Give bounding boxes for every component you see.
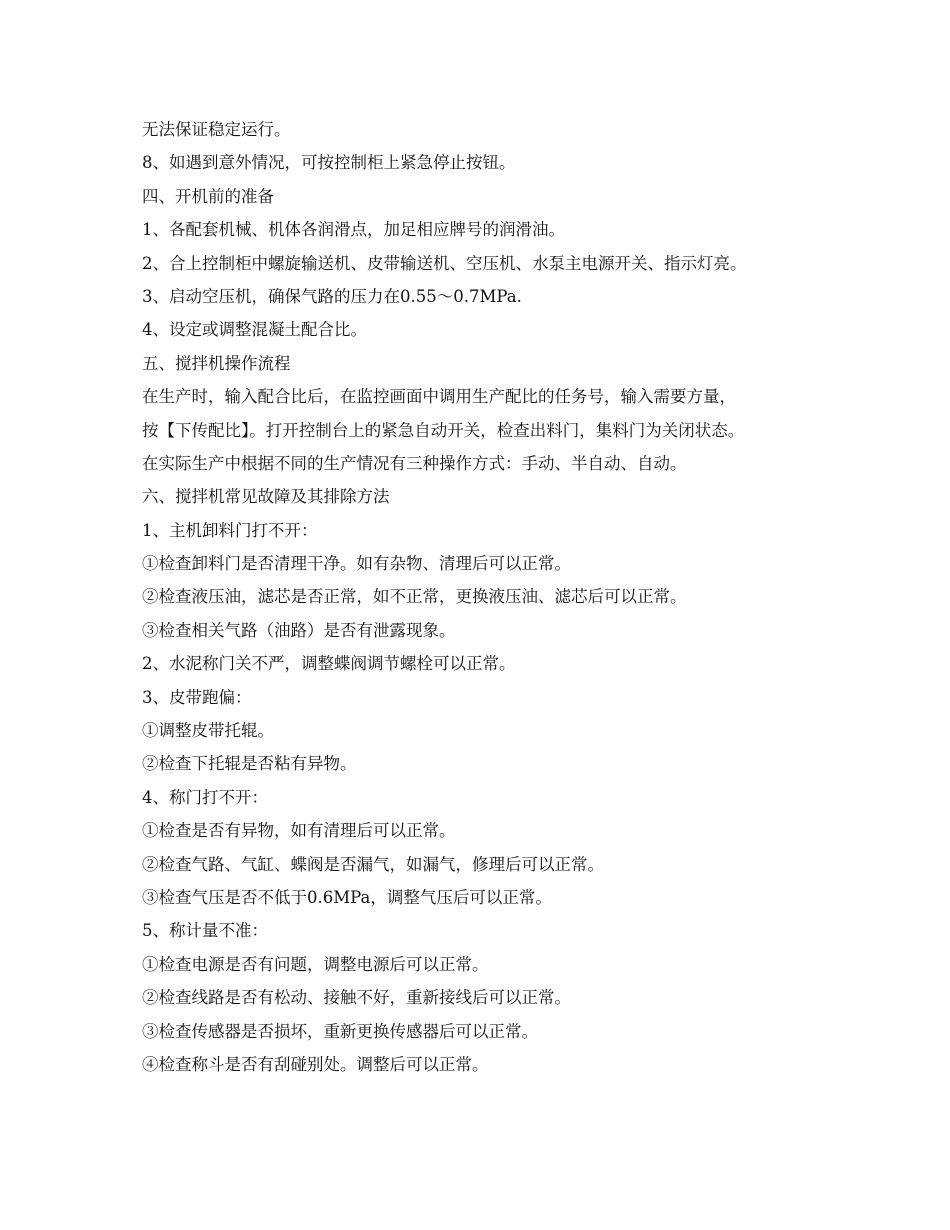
sub-list-item: ③检查传感器是否损坏，重新更换传感器后可以正常。 <box>142 1021 538 1041</box>
sub-list-item: ①调整皮带托辊。 <box>142 721 274 741</box>
text-line: 按【下传配比】。打开控制台上的紧急自动开关，检查出料门，集料门为关闭状态。 <box>142 420 745 440</box>
list-item: 3、启动空压机，确保气路的压力在0.55～0.7MPa. <box>142 286 522 306</box>
list-item: 4、设定或调整混凝土配合比。 <box>142 320 367 340</box>
list-item: 5、称计量不准： <box>142 921 268 941</box>
list-item: 4、称门打不开： <box>142 787 268 807</box>
sub-list-item: ④检查称斗是否有刮碰别处。调整后可以正常。 <box>142 1054 489 1074</box>
list-item: 3、皮带跑偏： <box>142 687 252 707</box>
text-line: 在生产时，输入配合比后，在监控画面中调用生产配比的任务号，输入需要方量， <box>142 387 736 407</box>
list-item: 2、水泥称门关不严，调整蝶阀调节螺栓可以正常。 <box>142 654 516 674</box>
sub-list-item: ①检查是否有异物，如有清理后可以正常。 <box>142 821 456 841</box>
list-item: 1、主机卸料门打不开： <box>142 520 318 540</box>
text-line: 无法保证稳定运行。 <box>142 120 291 139</box>
sub-list-item: ②检查气路、气缸、蝶阀是否漏气，如漏气，修理后可以正常。 <box>142 854 604 874</box>
list-item: 1、各配套机械、机体各润滑点，加足相应牌号的润滑油。 <box>142 220 565 240</box>
section-heading: 四、开机前的准备 <box>142 186 274 206</box>
sub-list-item: ②检查线路是否有松动、接触不好，重新接线后可以正常。 <box>142 988 571 1008</box>
section-heading: 五、搅拌机操作流程 <box>142 353 291 373</box>
list-item: 8、如遇到意外情况，可按控制柜上紧急停止按钮。 <box>142 153 516 173</box>
text-line: 在实际生产中根据不同的生产情况有三种操作方式：手动、半自动、自动。 <box>142 453 687 473</box>
list-item: 2、合上控制柜中螺旋输送机、皮带输送机、空压机、水泵主电源开关、指示灯亮。 <box>142 253 747 273</box>
sub-list-item: ③检查相关气路（油路）是否有泄露现象。 <box>142 620 456 640</box>
section-heading: 六、搅拌机常见故障及其排除方法 <box>142 487 390 507</box>
sub-list-item: ①检查电源是否有问题，调整电源后可以正常。 <box>142 954 489 974</box>
sub-list-item: ②检查液压油，滤芯是否正常，如不正常，更换液压油、滤芯后可以正常。 <box>142 587 687 607</box>
document-body <box>142 113 842 1081</box>
sub-list-item: ③检查气压是否不低于0.6MPa，调整气压后可以正常。 <box>142 887 552 907</box>
sub-list-item: ①检查卸料门是否清理干净。如有杂物、清理后可以正常。 <box>142 554 571 574</box>
sub-list-item: ②检查下托辊是否粘有异物。 <box>142 754 357 774</box>
